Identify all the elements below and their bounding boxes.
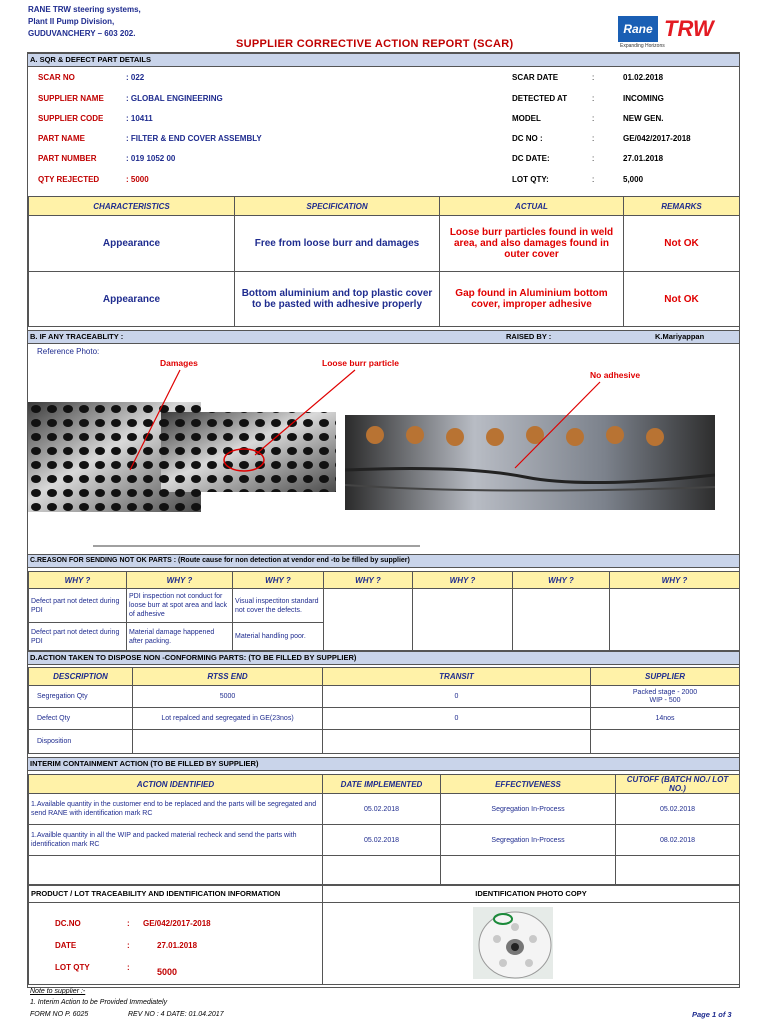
char-1: Appearance	[29, 216, 235, 272]
why-analysis-table	[28, 571, 740, 651]
page-number: Page 1 of 3	[692, 1010, 732, 1019]
date-1: 05.02.2018	[323, 794, 441, 825]
header-transit: TRANSIT	[323, 668, 591, 686]
sqr-left-key-0: SCAR NO	[38, 73, 75, 82]
why-r2-c3: Material handling poor.	[233, 623, 324, 651]
why-header-2: WHY ?	[127, 572, 233, 589]
sqr-right-key-5: LOT QTY:	[512, 175, 549, 184]
raised-by-name: K.Mariyappan	[655, 332, 705, 341]
header-date-implemented: DATE IMPLEMENTED	[323, 775, 441, 794]
why-r2-c1: Defect part not detect during PDI	[29, 623, 127, 651]
supplier-segregation	[591, 686, 740, 708]
header-specification: SPECIFICATION	[235, 197, 440, 216]
effectiveness-3	[441, 856, 616, 886]
why-r1-c5	[413, 589, 513, 651]
date-2: 05.02.2018	[323, 825, 441, 856]
header-rtss-end: RTSS END	[133, 668, 323, 686]
why-r1-c4	[324, 589, 413, 651]
logo-tagline: Expanding Horizons	[620, 43, 665, 49]
sqr-left-value-4: : 019 1052 00	[126, 154, 176, 163]
sqr-right-colon-1: :	[592, 94, 595, 103]
sqr-right-value-0: 01.02.2018	[623, 73, 664, 82]
sqr-right-value-2: NEW GEN.	[623, 114, 664, 123]
trace-colon-1: :	[127, 941, 130, 950]
action-2: 1.Availble quantity in all the WIP and packed material recheck and send the parts with identification mark RC	[29, 825, 323, 856]
annotation-loose-burr: Loose burr particle	[322, 358, 399, 368]
sqr-left-value-0: : 022	[126, 73, 145, 82]
remark-2: Not OK	[624, 272, 740, 327]
why-header-7: WHY ?	[610, 572, 740, 589]
interim-table	[28, 774, 740, 886]
identification-photo-cell	[323, 903, 740, 985]
sqr-right-key-3: DC NO :	[512, 134, 543, 143]
sqr-left-value-2: : 10411	[126, 114, 153, 123]
rtss-segregation: 5000	[133, 686, 323, 708]
sqr-right-colon-0: :	[592, 73, 595, 82]
sqr-left-key-1: SUPPLIER NAME	[38, 94, 104, 103]
sqr-left-value-1: : GLOBAL ENGINEERING	[126, 94, 223, 103]
header-description: DESCRIPTION	[29, 668, 133, 686]
spec-1: Free from loose burr and damages	[235, 216, 440, 272]
char-2: Appearance	[29, 272, 235, 327]
action-1: 1.Available quantity in the customer end to be replaced and the parts will be segregated and send RANE with identification mark RC	[29, 794, 323, 825]
company-line-1: RANE TRW steering systems,	[28, 5, 141, 14]
rtss-disposition	[133, 730, 323, 754]
supplier-wip: WIP - 500	[649, 696, 681, 704]
why-r1-c1: Defect part not detect during PDI	[29, 589, 127, 623]
trace-value-1: 27.01.2018	[157, 941, 198, 950]
section-d-label: D.ACTION TAKEN TO DISPOSE NON -CONFORMING PARTS: (TO BE FILLED BY SUPPLIER)	[28, 651, 739, 665]
header-effectiveness: EFFECTIVENESS	[441, 775, 616, 794]
sqr-right-key-2: MODEL	[512, 114, 541, 123]
transit-segregation: 0	[323, 686, 591, 708]
header-actual: ACTUAL	[440, 197, 624, 216]
supplier-packed: Packed stage - 2000	[632, 688, 698, 696]
sqr-right-value-4: 27.01.2018	[623, 154, 664, 163]
desc-disposition: Disposition	[29, 730, 133, 754]
trace-colon-0: :	[127, 919, 130, 928]
effectiveness-2: Segregation In-Process	[441, 825, 616, 856]
company-line-2: Plant II Pump Division,	[28, 17, 115, 26]
identification-photo-header: IDENTIFICATION PHOTO COPY	[323, 885, 740, 903]
header-supplier: SUPPLIER	[591, 668, 740, 686]
logo-trw: TRW	[664, 16, 714, 41]
sqr-right-value-1: INCOMING	[623, 94, 664, 103]
sqr-left-key-5: QTY REJECTED	[38, 175, 100, 184]
why-header-5: WHY ?	[413, 572, 513, 589]
desc-defect: Defect Qty	[29, 708, 133, 730]
trace-key-2: LOT QTY	[55, 963, 90, 972]
sqr-right-colon-4: :	[592, 154, 595, 163]
why-r1-c7	[610, 589, 740, 651]
annotation-damages: Damages	[160, 358, 198, 368]
header-remarks: REMARKS	[624, 197, 740, 216]
sqr-right-colon-3: :	[592, 134, 595, 143]
sqr-left-value-3: : FILTER & END COVER ASSEMBLY	[126, 134, 262, 143]
form-number: FORM NO P. 6025	[30, 1011, 89, 1018]
action-3	[29, 856, 323, 886]
logo-rane: Rane	[618, 16, 658, 42]
actual-2: Gap found in Aluminium bottom cover, improper adhesive	[440, 272, 624, 327]
traceability-header: PRODUCT / LOT TRACEABILITY AND IDENTIFICATION INFORMATION	[29, 885, 323, 903]
why-r1-c6	[513, 589, 610, 651]
company-line-3: GUDUVANCHERY – 603 202.	[28, 29, 136, 38]
sqr-right-value-5: 5,000	[623, 175, 644, 184]
traceability-info	[29, 903, 323, 985]
why-r1-c3: Visual inspectiton standard not cover the defects.	[233, 589, 324, 623]
why-header-4: WHY ?	[324, 572, 413, 589]
annotation-no-adhesive: No adhesive	[590, 370, 641, 380]
transit-defect: 0	[323, 708, 591, 730]
trace-colon-2: :	[127, 963, 130, 972]
reference-photo-label: Reference Photo:	[37, 347, 100, 356]
sqr-left-key-3: PART NAME	[38, 134, 85, 143]
why-header-3: WHY ?	[233, 572, 324, 589]
trace-key-1: DATE	[55, 941, 77, 950]
header-characteristics: CHARACTERISTICS	[29, 197, 235, 216]
sqr-right-key-1: DETECTED AT	[512, 94, 568, 103]
rtss-defect: Lot repalced and segregated in GE(23nos)	[133, 708, 323, 730]
header-action-identified: ACTION IDENTIFIED	[29, 775, 323, 794]
cutoff-1: 05.02.2018	[616, 794, 740, 825]
cutoff-2: 08.02.2018	[616, 825, 740, 856]
effectiveness-1: Segregation In-Process	[441, 794, 616, 825]
sqr-left-key-4: PART NUMBER	[38, 154, 97, 163]
cutoff-3	[616, 856, 740, 886]
transit-disposition	[323, 730, 591, 754]
identification-photo	[473, 907, 553, 979]
supplier-disposition	[591, 730, 740, 754]
desc-segregation: Segregation Qty	[29, 686, 133, 708]
sqr-right-value-3: GE/042/2017-2018	[623, 134, 691, 143]
raised-by-label: RAISED BY :	[506, 332, 552, 341]
why-header-6: WHY ?	[513, 572, 610, 589]
why-r2-c2: Material damage happened after packing.	[127, 623, 233, 651]
header-cutoff: CUTOFF (BATCH NO./ LOT NO.)	[616, 775, 740, 794]
sqr-right-colon-5: :	[592, 175, 595, 184]
supplier-defect: 14nos	[591, 708, 740, 730]
trace-value-2: 5000	[157, 967, 178, 977]
why-header-1: WHY ?	[29, 572, 127, 589]
section-c-label: C.REASON FOR SENDING NOT OK PARTS : (Route cause for non detection at vendor end -to be filled by supplier)	[28, 554, 739, 568]
date-3	[323, 856, 441, 886]
note-1: 1. Interim Action to be Provided Immediately	[30, 999, 168, 1006]
note-title: Note to supplier :-	[30, 988, 86, 995]
actual-1: Loose burr particles found in weld area, and also damages found in outer cover	[440, 216, 624, 272]
traceability-label: B. IF ANY TRACEABLITY :	[30, 332, 124, 341]
sqr-right-key-0: SCAR DATE	[512, 73, 559, 82]
why-r1-c2: PDI inspection not conduct for loose burr at spot area and lack of adhesive	[127, 589, 233, 623]
revision-info: REV NO : 4 DATE: 01.04.2017	[128, 1011, 224, 1018]
section-a-label: A. SQR & DEFECT PART DETAILS	[28, 53, 739, 67]
sqr-left-value-5: : 5000	[126, 175, 149, 184]
remark-1: Not OK	[624, 216, 740, 272]
traceability-table	[28, 884, 740, 985]
spec-2: Bottom aluminium and top plastic cover to be pasted with adhesive properly	[235, 272, 440, 327]
trace-value-0: GE/042/2017-2018	[143, 919, 211, 928]
sqr-right-key-4: DC DATE:	[512, 154, 550, 163]
trace-key-0: DC.NO	[55, 919, 81, 928]
sqr-left-key-2: SUPPLIER CODE	[38, 114, 104, 123]
sqr-right-colon-2: :	[592, 114, 595, 123]
disposition-table	[28, 667, 740, 754]
interim-label: INTERIM CONTAINMENT ACTION (TO BE FILLED BY SUPPLIER)	[28, 757, 739, 771]
page-title: SUPPLIER CORRECTIVE ACTION REPORT (SCAR)	[236, 38, 514, 50]
